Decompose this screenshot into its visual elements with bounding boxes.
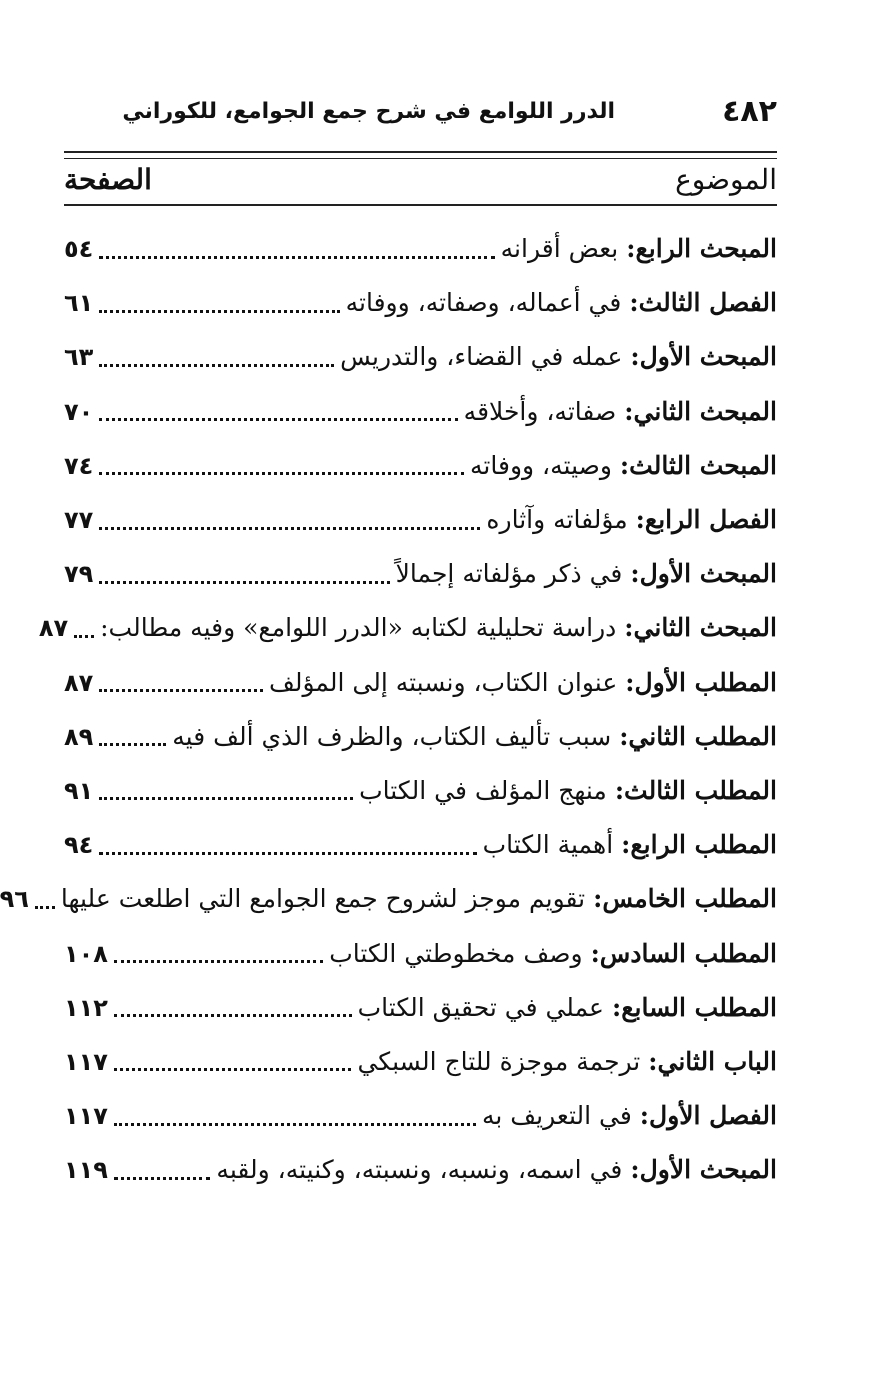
toc-entry-page: ٩٦ [0, 885, 29, 914]
toc-entry-page: ٧٠ [64, 397, 94, 426]
toc-entry-title: عملي في تحقيق الكتاب [357, 992, 604, 1022]
toc-entry-title: وصيته، ووفاته [470, 450, 612, 480]
page-number: ٤٨٢ [722, 94, 777, 129]
toc-entry-label: الفصل الثالث: [629, 288, 777, 318]
toc-entry-title: مؤلفاته وآثاره [486, 505, 628, 535]
toc-entry-title: في ذكر مؤلفاته إجمالاً [395, 559, 623, 589]
toc-row [64, 330, 777, 384]
toc-entry-label: الفصل الأول: [639, 1101, 777, 1131]
dot-leader [99, 527, 480, 530]
toc-entry-title: في التعريف به [481, 1101, 632, 1131]
toc-entry-page: ١١٧ [64, 1047, 108, 1076]
toc-entry-title: دراسة تحليلية لكتابه «الدرر اللوامع» وفيه مطالب: [100, 613, 617, 643]
dot-leader [99, 256, 494, 259]
toc-entry-label: المطلب السادس: [590, 938, 777, 968]
toc-entry-label: المطلب الثالث: [614, 775, 777, 805]
toc-entry-title: وصف مخطوطتي الكتاب [329, 938, 583, 968]
toc-entry-label: الباب الثاني: [648, 1046, 777, 1076]
toc-entry-label: الفصل الرابع: [635, 505, 777, 535]
book-title: الدرر اللوامع في شرح جمع الجوامع، للكوراني [122, 99, 615, 124]
header-rule [64, 151, 777, 153]
dot-leader [99, 418, 457, 421]
dot-leader [114, 1068, 352, 1071]
toc-entry-label: المطلب الخامس: [593, 884, 777, 914]
toc-row [64, 276, 777, 330]
toc-entry-page: ٦١ [64, 289, 94, 318]
dot-leader [99, 852, 476, 855]
toc-entry-page: ٩٤ [64, 831, 94, 860]
toc-entry-title: سبب تأليف الكتاب، والظرف الذي ألف فيه [172, 721, 612, 751]
dot-leader [114, 1177, 210, 1180]
toc-entry-title: عمله في القضاء، والتدريس [340, 342, 623, 372]
toc-entry-title: أهمية الكتاب [482, 830, 614, 860]
dot-leader [114, 960, 323, 963]
toc-entry-page: ٨٩ [64, 722, 94, 751]
toc-row [64, 981, 777, 1035]
dot-leader [99, 364, 334, 367]
dot-leader [99, 743, 166, 746]
toc-entry-label: المبحث الثالث: [619, 450, 777, 480]
toc-entry-page: ١١٩ [64, 1156, 108, 1185]
toc-entry-page: ٧٤ [64, 451, 94, 480]
toc-row [64, 656, 777, 710]
toc-entry-title: بعض أقرانه [500, 234, 619, 264]
toc-row [64, 439, 777, 493]
column-page-label: الصفحة [64, 163, 152, 196]
columns-rule [64, 204, 777, 206]
dot-leader [99, 472, 464, 475]
toc-entry-title: صفاته، وأخلاقه [463, 396, 617, 426]
toc-entry-page: ٨٧ [38, 614, 69, 643]
toc-row [64, 1143, 777, 1197]
toc-entry-page: ٩١ [64, 776, 94, 805]
toc-entry-label: المطلب الأول: [625, 667, 777, 697]
toc-entry-page: ٧٧ [64, 506, 94, 535]
dot-leader [99, 797, 353, 800]
column-topic-label: الموضوع [675, 163, 777, 196]
toc-entry-title: في اسمه، ونسبه، ونسبته، وكنيته، ولقبه [216, 1155, 623, 1185]
table-of-contents [0, 222, 777, 1197]
toc-row [64, 818, 777, 872]
toc-entry-page: ١٠٨ [64, 939, 108, 968]
toc-entry-label: المبحث الأول: [630, 559, 777, 589]
columns-header [64, 158, 777, 204]
toc-entry-title: ترجمة موجزة للتاج السبكي [357, 1046, 641, 1076]
dot-leader [99, 581, 389, 584]
toc-row [64, 926, 777, 980]
toc-entry-page: ٦٣ [64, 343, 94, 372]
toc-entry-title: في أعماله، وصفاته، ووفاته [345, 288, 622, 318]
dot-leader [114, 1123, 476, 1126]
toc-row [64, 547, 777, 601]
toc-entry-title: تقويم موجز لشروح جمع الجوامع التي اطلعت عليها [60, 884, 586, 914]
dot-leader [99, 310, 339, 313]
toc-entry-label: المطلب الثاني: [619, 721, 777, 751]
toc-row [64, 385, 777, 439]
toc-row [64, 764, 777, 818]
toc-row [64, 493, 777, 547]
toc-row [64, 1035, 777, 1089]
toc-entry-label: المطلب السابع: [611, 992, 777, 1022]
toc-entry-label: المبحث الأول: [630, 342, 777, 372]
toc-row [64, 222, 777, 276]
toc-entry-label: المبحث الرابع: [626, 234, 777, 264]
toc-entry-page: ٨٧ [64, 668, 94, 697]
toc-entry-page: ١١٢ [64, 993, 108, 1022]
dot-leader [114, 1014, 352, 1017]
toc-row [64, 1089, 777, 1143]
toc-entry-label: المبحث الثاني: [624, 613, 777, 643]
dot-leader [99, 689, 263, 692]
dot-leader [35, 906, 55, 909]
toc-entry-label: المبحث الثاني: [624, 396, 777, 426]
toc-row [64, 710, 777, 764]
toc-entry-title: عنوان الكتاب، ونسبته إلى المؤلف [269, 667, 618, 697]
toc-entry-title: منهج المؤلف في الكتاب [359, 775, 607, 805]
dot-leader [74, 635, 94, 638]
toc-entry-label: المطلب الرابع: [621, 830, 777, 860]
toc-row [0, 872, 777, 926]
running-header [64, 92, 777, 136]
toc-entry-page: ١١٧ [64, 1102, 108, 1131]
toc-entry-label: المبحث الأول: [630, 1155, 777, 1185]
toc-entry-page: ٧٩ [64, 560, 94, 589]
toc-entry-page: ٥٤ [64, 235, 94, 264]
toc-row [38, 601, 777, 655]
